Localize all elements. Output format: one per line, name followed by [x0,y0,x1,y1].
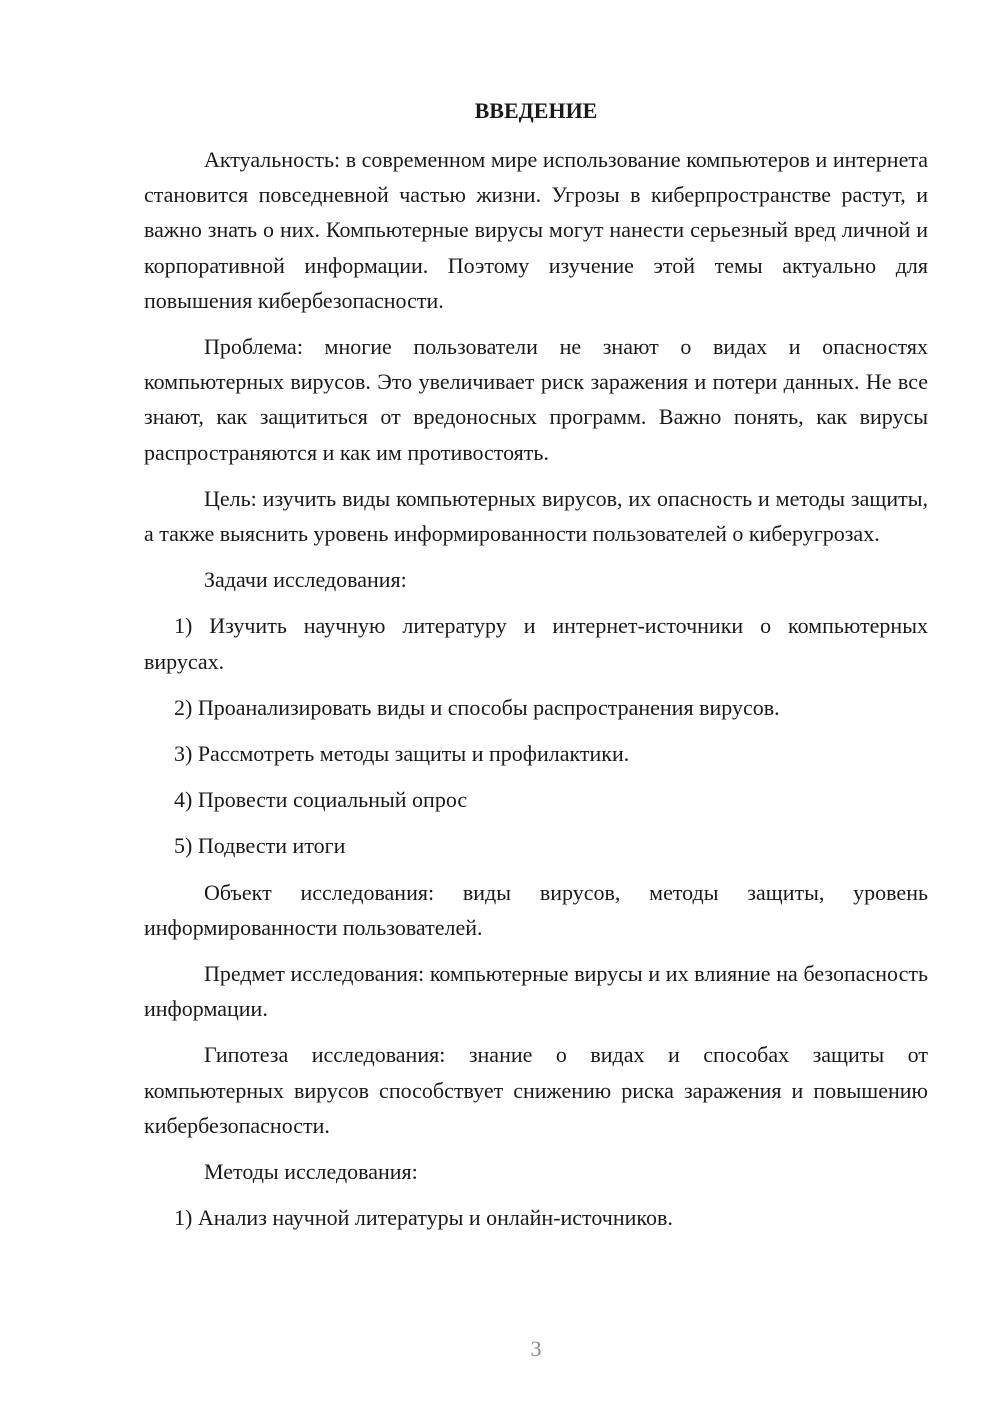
paragraph-relevance: Актуальность: в современном мире использование компьютеров и интернета становится повседневной частью жизни. Угрозы в киберпространстве растут, и важно знать о них. Компьютерные вирусы могут нанести серьезный вред личной и корпоративной информации. Поэтому изучение этой темы актуально для повышения кибербезопасности. [144,147,928,313]
document-body [144,142,928,1246]
task-item-4: 4) Провести социальный опрос [174,787,468,813]
page-number: 3 [530,1336,542,1361]
task-item-3: 3) Рассмотреть методы защиты и профилактики. [174,741,630,767]
paragraph-hypothesis: Гипотеза исследования: знание о видах и способах защиты от компьютерных вирусов способствует снижению риска заражения и повышению кибербезопасности. [144,1042,928,1138]
paragraph-object: Объект исследования: виды вирусов, методы защиты, уровень информированности пользователей. [144,879,928,940]
paragraph-tasks-title: Задачи исследования: [204,567,407,593]
paragraph-goal: Цель: изучить виды компьютерных вирусов, их опасность и методы защиты, а также выяснить уровень информированности пользователей о киберугрозах. [144,485,928,547]
paragraph-methods-title: Методы исследования: [204,1159,418,1185]
section-heading: ВВЕДЕНИЕ [474,98,598,123]
task-item-1: 1) Изучить научную литературу и интернет-источники о компьютерных вирусах. [144,613,928,674]
paragraph-subject: Предмет исследования: компьютерные вирусы и их влияние на безопасность информации. [144,961,928,1022]
task-item-2: 2) Проанализировать виды и способы распространения вирусов. [174,694,780,720]
method-item-1: 1) Анализ научной литературы и онлайн-источников. [174,1205,673,1231]
paragraph-problem: Проблема: многие пользователи не знают о видах и опасностях компьютерных вирусов. Это увеличивает риск заражения и потери данных. Не все знают, как защититься от вредоносных программ. Важно понять, как вирусы распространяются и как им противостоять. [144,334,928,465]
task-item-5: 5) Подвести итоги [174,833,346,859]
